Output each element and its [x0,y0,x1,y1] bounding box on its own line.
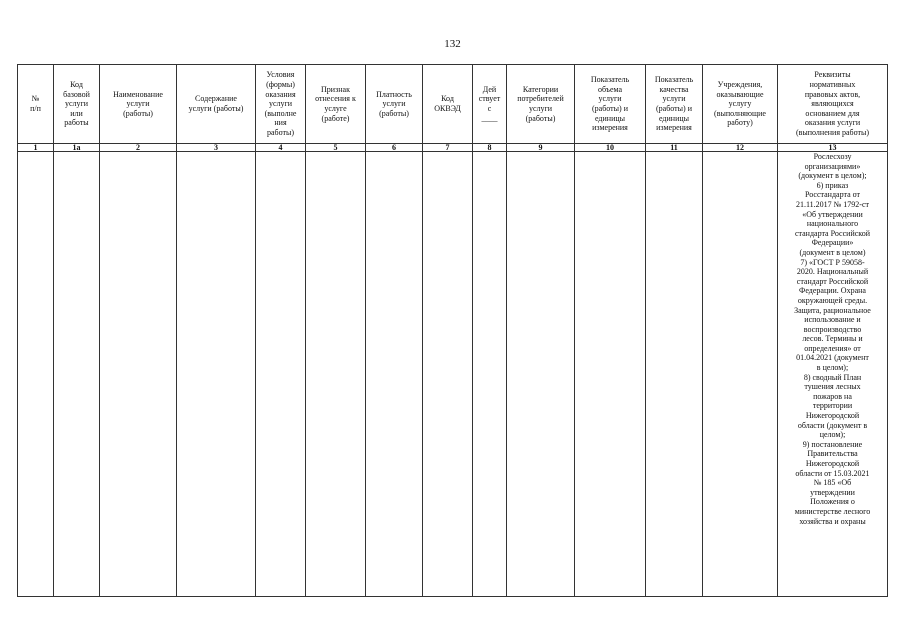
col-3-cell [177,152,256,597]
header-line: оказания [265,89,296,99]
col-9-cell [507,152,575,597]
col-1a-header [54,65,100,144]
header-line: с [487,104,492,113]
col-12-cell [703,152,778,597]
header-line: работы) [266,127,295,137]
header-line: оказывающие [716,89,764,99]
header-line: ния [274,118,287,128]
col-7-header [423,65,473,144]
header-line: ОКВЭД [434,104,461,113]
header-line: (работы) [123,108,153,118]
col-10-cell [575,152,646,597]
legal-act-text-line: Федерации. Охрана [799,286,866,296]
legal-act-text-line: 7) «ГОСТ Р 59058- [800,257,865,267]
col-4-header [256,65,306,144]
table-header-row [18,65,888,144]
col-3-number: 3 [177,144,256,152]
legal-act-text-line: воспроизводство [803,324,862,334]
legal-act-text-line: 9) постановление [802,439,863,449]
header-line: объема [597,84,623,94]
col-9-number: 9 [507,144,575,152]
legal-act-text-line: стандарт Российской [796,276,869,286]
header-line: услугу [728,99,752,109]
column-number-row [18,144,888,152]
col-1-number: 1 [18,144,54,152]
col-5-cell [306,152,366,597]
legal-act-text-line: 2020. Национальный [796,267,869,277]
legal-act-text-line: области (документ в [797,420,868,430]
col-13-cell [778,152,888,597]
legal-act-text-line: № 185 «Об [813,478,852,488]
col-8-header [473,65,507,144]
legal-act-text-line: пожаров на [813,391,852,401]
header-line: Показатель [654,75,694,85]
legal-act-text-line: организациями» [804,161,861,171]
header-line: (работе) [321,113,350,123]
header-line: (выполне [264,108,297,118]
col-4-number: 4 [256,144,306,152]
header-line: Показатель [590,75,630,85]
header-line: (выполняющие [714,108,766,118]
header-line: Наименование [113,89,163,99]
col-4-cell [256,152,306,597]
header-line: оказания услуги [804,118,861,128]
header-line: услуги [268,99,293,109]
legal-act-text-line: утверждении [810,487,855,497]
header-line: (выполнения работы) [795,127,870,137]
legal-act-text-line: хозяйства и охраны [799,516,866,526]
header-line: Дей [482,84,497,94]
legal-act-text-line: тушения лесных [804,382,861,392]
col-12-header [703,65,778,144]
legal-act-text-line: 8) сводный План [803,372,862,382]
header-line: единицы [594,113,625,123]
col-6-cell [366,152,423,597]
legal-act-text-line: территории [812,401,853,411]
header-line: измерения [656,123,692,133]
legal-act-text-line: «Об утверждении [802,209,863,219]
header-line: базовой [63,89,90,99]
col-7-cell [423,152,473,597]
header-line: Содержание [195,94,237,104]
header-line: ствует [478,94,501,104]
legal-act-text-line: (документ в целом); [798,171,867,181]
col-1-header [18,65,54,144]
legal-act-text-line: (документ в целом) [799,247,866,257]
legal-act-text-line: 01.04.2021 (документ [796,353,869,363]
header-line: п/п [30,104,41,113]
header-line: являющихся [811,99,854,109]
header-line: Категории [522,84,559,94]
col-12-number: 12 [703,144,778,152]
legal-act-text-line: Рослесхозу [813,152,852,161]
header-line: услуги [662,94,686,104]
legal-act-text-line: окружающей среды. [797,295,868,305]
header-line: отнесения к [315,94,356,104]
legal-act-text-line: Федерации» [811,238,854,248]
header-line: основанием для [805,108,860,118]
header-line: работы [64,118,89,128]
legal-act-text-line: Росстандарта от [804,190,861,200]
col-10-header [575,65,646,144]
col-6-header [366,65,423,144]
legal-act-text-line: Нижегородской [805,459,860,468]
header-line: (работы) и [592,104,628,113]
col-2-header [100,65,177,144]
legal-act-text-line: использование и [804,315,861,325]
legal-act-text-line: лесов. Термины и [802,334,863,344]
col-1-cell [18,152,54,597]
legal-act-text-line: 21.11.2017 № 1792-ст [795,199,870,209]
header-line: Условия [266,70,295,80]
col-1a-number: 1а [54,144,100,152]
header-line: (формы) [266,80,295,90]
header-line: услуги [528,104,553,113]
header-line: услуге [324,104,347,113]
legal-act-text-line: стандарта Российской [794,228,871,238]
col-3-header [177,65,256,144]
header-line: Код [70,80,83,90]
header-line: Платность [376,89,412,99]
header-line: (работы) и [656,104,692,113]
col-10-number: 10 [575,144,646,152]
services-registry-table [17,64,888,597]
header-line: Признак [321,84,350,94]
header-line: № [31,94,40,104]
header-line: Учреждения, [717,80,763,90]
legal-act-text-line: Правительства [807,449,858,459]
header-line: единицы [658,113,689,123]
header-line: (работы) [525,113,556,123]
legal-act-text-line: министерстве лесного [794,506,871,516]
header-line: ____ [481,113,498,123]
legal-act-text-line: определения» от [804,343,861,353]
col-5-header [306,65,366,144]
col-1a-cell [54,152,100,597]
header-line: услуги [126,99,150,109]
header-line: измерения [592,123,628,133]
header-line: услуги [64,99,89,109]
col-8-number: 8 [473,144,507,152]
header-line: потребителей [517,94,564,104]
legal-act-text-line: Нижегородской [805,411,860,421]
legal-act-text-line: в целом); [816,363,849,373]
legal-act-text-line: Защита, рациональное [794,305,871,315]
col-13-header [778,65,888,144]
header-line: Код [441,94,454,104]
header-line: (работы) [379,108,409,118]
header-line: нормативных [809,80,856,90]
table-body-row [18,152,888,597]
header-line: Реквизиты [814,70,851,80]
col-8-cell [473,152,507,597]
header-line: или [70,108,83,118]
col-2-cell [100,152,177,597]
col-5-number: 5 [306,144,366,152]
header-line: услуги (работы) [188,104,244,113]
legal-act-text-line: национального [806,219,859,229]
col-11-header [646,65,703,144]
col-9-header [507,65,575,144]
legal-act-text-line: целом); [819,430,846,440]
header-line: правовых актов, [804,89,861,99]
col-2-number: 2 [100,144,177,152]
legal-act-text-line: области от 15.03.2021 [795,468,870,478]
legal-act-text-line: Положения о [810,497,855,507]
col-6-number: 6 [366,144,423,152]
legal-act-text-line: 6) приказ [816,180,849,190]
header-line: работу) [727,118,753,128]
col-11-number: 11 [646,144,703,152]
header-line: услуги [382,99,406,109]
header-line: качества [659,84,689,94]
header-line: услуги [598,94,622,104]
col-13-number: 13 [778,144,888,152]
col-7-number: 7 [423,144,473,152]
page-number: 132 [444,38,461,50]
col-11-cell [646,152,703,597]
